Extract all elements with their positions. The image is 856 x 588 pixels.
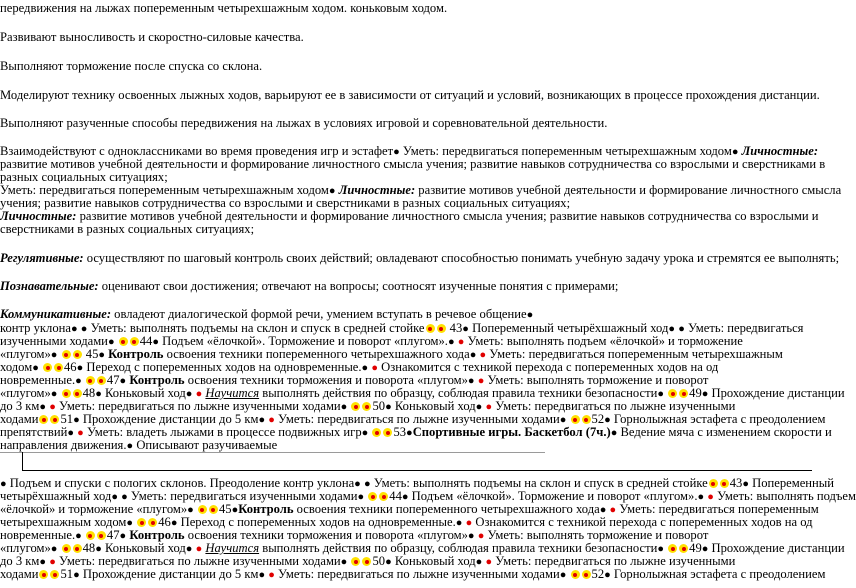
bullet-icon: ● [465, 517, 473, 529]
bullet-icon: ● [455, 517, 463, 529]
marker-icon [50, 570, 59, 579]
bullet-icon: ● [475, 556, 483, 568]
text: Уметь: передвигаться попеременным четырехшажным ходом [0, 183, 329, 197]
text-bold: Контроль [129, 373, 185, 387]
divider [22, 470, 812, 471]
text: Ознакомится с техникой перехода с попеременных ходов на од [378, 360, 719, 374]
text: Уметь: передвигаться изученными ходами [127, 489, 358, 503]
bullet-icon: ● [701, 388, 709, 400]
text: развитие мотивов учебной деятельности и формирование личностного смысла учения; развитие навыков сотрудничества со взрослыми и [76, 209, 819, 223]
text: Подъем «ёлочкой». Торможение и поворот «плугом». [159, 334, 448, 348]
bullet-icon: ● [98, 349, 106, 361]
marker-icon [720, 479, 729, 488]
lesson-number: 43 [729, 476, 743, 490]
bullet-icon: ● [485, 556, 493, 568]
marker-icon [62, 544, 71, 553]
text: «плугом» [0, 347, 51, 361]
bullet-icon: ● [126, 440, 134, 452]
text: освоения техники попеременного четырехшажного хода [293, 502, 600, 516]
text: освоения техники попеременного четырехшажного хода [163, 347, 470, 361]
bullet-icon: ● [76, 362, 84, 374]
bullet-icon: ● [401, 491, 409, 503]
bullet-icon: ● [657, 543, 664, 555]
bullet-icon: ● [152, 336, 159, 348]
lesson-number: 47 [106, 528, 120, 542]
bullet-icon: ● [111, 491, 118, 503]
bullet-icon: ● [95, 388, 102, 400]
marker-icon [362, 402, 371, 411]
bullet-icon: ● [678, 323, 685, 335]
bullet-icon: ● [361, 427, 369, 439]
marker-icon [198, 505, 207, 514]
text-line [0, 567, 826, 582]
text-bold: Контроль [238, 502, 294, 516]
bullet-icon: ● [697, 491, 705, 503]
bullet-icon: ● [77, 427, 84, 439]
bullet-icon: ● [340, 401, 348, 413]
marker-icon [372, 428, 381, 437]
text: выполнять действия по образцу, соблюдая правила техники безопасности [259, 541, 658, 555]
text-underlined: Научится [205, 541, 260, 555]
text: Уметь: передвигаться по лыжне изученными ходами [274, 412, 560, 426]
text: направления движения. [0, 438, 127, 452]
lesson-number: 45 [85, 347, 99, 361]
text: развитие мотивов учебной деятельности и формирование личностного смысла [415, 183, 842, 197]
text: сверстниками в разных социальных ситуациях; [0, 222, 255, 236]
marker-icon [437, 324, 446, 333]
text: четырёхшажный ход [0, 489, 112, 503]
bullet-icon: ● [668, 323, 676, 335]
text: освоения техники торможения и поворота «плугом» [184, 373, 468, 387]
lesson-number: 47 [106, 373, 120, 387]
bullet-icon: ● [268, 569, 275, 581]
bullet-icon: ● [385, 401, 392, 413]
text: четырехшажным ходом [0, 515, 127, 529]
bullet-icon: ● [50, 349, 58, 361]
lesson-number: 44 [139, 334, 153, 348]
text: ходами [0, 412, 39, 426]
label-personal: Личностные: [0, 209, 77, 223]
text: Уметь: передвигаться по лыжне изученными ходами [55, 554, 341, 568]
lesson-number: 46 [158, 515, 171, 529]
lesson-number: 51 [60, 567, 74, 581]
text: «плугом» [0, 386, 51, 400]
bullet-icon: ● [185, 388, 193, 400]
marker-icon [362, 557, 371, 566]
bullet-icon: ● [485, 401, 493, 413]
bullet-icon: ● [70, 323, 78, 335]
bullet-icon: ● [80, 323, 88, 335]
text: новременные. [0, 373, 76, 387]
lesson-number: 52 [591, 412, 605, 426]
text: Уметь: передвигаться по лыжне изученными [492, 554, 736, 568]
text-line [0, 251, 840, 265]
bullet-icon: ● [67, 427, 74, 439]
text: ходом [0, 360, 33, 374]
marker-icon [351, 402, 360, 411]
bullet-icon: ● [604, 414, 611, 426]
bullet-icon: ● [604, 569, 611, 581]
text-line [0, 31, 812, 44]
text: ходами [0, 567, 39, 581]
text: Подъем «ёлочкой». Торможение и поворот «плугом». [408, 489, 698, 503]
text-line [0, 117, 812, 130]
text: Ведение мяча с изменением скорости и [617, 425, 832, 439]
bullet-icon: ● [477, 530, 485, 542]
marker-icon [368, 492, 377, 501]
text: Попеременный [748, 476, 834, 490]
label-personal: Личностные: [741, 144, 819, 158]
bullet-icon: ● [39, 556, 47, 568]
bullet-icon: ● [75, 375, 82, 387]
bullet-icon: ● [95, 543, 102, 555]
text: Прохождение дистанции до 5 км [79, 412, 259, 426]
marker-icon [582, 570, 591, 579]
text-line [0, 223, 812, 236]
divider [22, 452, 23, 470]
text: Уметь: передвигаться по лыжне изученными ходами [274, 567, 560, 581]
bullet-icon: ● [731, 146, 739, 158]
bullet-icon: ● [707, 491, 714, 503]
bullet-icon: ● [75, 530, 82, 542]
bullet-icon: ● [385, 556, 392, 568]
bullet-icon: ● [185, 543, 193, 555]
lesson-number: 51 [60, 412, 74, 426]
text: Уметь: передвигаться попеременным [616, 502, 819, 516]
lesson-number: 45 [218, 502, 232, 516]
text: освоения техники торможения и поворота «плугом» [184, 528, 468, 542]
bullet-icon: ● [526, 309, 534, 321]
marker-icon [73, 350, 82, 359]
text: Коньковый ход [391, 554, 476, 568]
marker-icon [571, 570, 580, 579]
text-bold: Контроль [108, 347, 164, 361]
text: учения; развитие навыков сотрудничества со взрослыми и сверстниками в разных социальных ситуациях; [0, 196, 571, 210]
bullet-icon: ● [447, 336, 455, 348]
bullet-icon: ● [371, 362, 378, 374]
bullet-icon: ● [126, 517, 134, 529]
text: Коньковый ход [101, 541, 186, 555]
marker-icon [209, 505, 218, 514]
bullet-icon: ● [107, 336, 115, 348]
text: Горнолыжная эстафета с преодолением [610, 412, 826, 426]
text: Прохождение дистанции [708, 386, 845, 400]
text: Уметь: выполнять подъемы на склон и спуск в средней стойке [370, 476, 708, 490]
marker-icon [582, 415, 591, 424]
text-line [0, 2, 812, 15]
text: до 3 км [0, 399, 40, 413]
bullet-icon: ● [231, 504, 239, 516]
bullet-icon: ● [50, 543, 58, 555]
marker-icon [73, 389, 82, 398]
text: Переход с попеременных ходов на одновременные. [83, 360, 362, 374]
bullet-icon: ● [73, 569, 80, 581]
bullet-icon: ● [742, 478, 749, 490]
text: Уметь: выполнять подъем «ёлочкой» и торможение [464, 334, 743, 348]
lesson-number: 53 [393, 425, 407, 439]
bullet-icon: ● [121, 491, 128, 503]
bullet-icon: ● [406, 427, 413, 439]
text-bold: Спортивные игры. Баскетбол (7ч.) [412, 425, 611, 439]
text: Уметь: передвигаться [684, 321, 804, 335]
marker-icon [50, 415, 59, 424]
bullet-icon: ● [170, 517, 178, 529]
text: «ёлочкой» и торможение «плугом» [0, 502, 188, 516]
bullet-icon: ● [0, 478, 7, 490]
text: Попеременный четырёхшажный ход [468, 321, 669, 335]
marker-icon [668, 544, 677, 553]
bullet-icon: ● [73, 414, 80, 426]
bullet-icon: ● [462, 323, 469, 335]
bullet-icon: ● [268, 414, 275, 426]
text: Коньковый ход [101, 386, 186, 400]
text: Подъем и спуски с пологих склонов. Преодоление контр уклона [6, 476, 355, 490]
text: Уметь: передвигаться попеременным четырехшажным ходом [399, 144, 732, 158]
bullet-icon: ● [119, 375, 127, 387]
text: Уметь: владеть лыжами в процессе подвижных игр [83, 425, 362, 439]
bullet-icon: ● [258, 569, 266, 581]
bullet-icon: ● [467, 530, 475, 542]
text-line [0, 88, 820, 102]
marker-icon [709, 479, 718, 488]
text: Уметь: передвигаться по лыжне изученными ходами [55, 399, 341, 413]
text: Уметь: выполнять торможение и поворот [484, 528, 709, 542]
text: выполнять действия по образцу, соблюдая правила техники безопасности [259, 386, 658, 400]
bullet-icon: ● [701, 543, 709, 555]
marker-icon [379, 492, 388, 501]
text: Выполняют разученные способы передвижения на лыжах в условиях игровой и соревновательной деятельности. [0, 116, 608, 130]
bullet-icon: ● [469, 349, 477, 361]
text: передвижения на лыжах попеременным четырехшажным ходом. коньковым ходом. [0, 1, 448, 15]
lesson-number: 52 [591, 567, 605, 581]
text: Переход с попеременных ходов на одновременные. [177, 515, 456, 529]
bullet-icon: ● [357, 491, 365, 503]
text: Взаимодействуют с одноклассниками во время проведения игр и эстафет [0, 144, 394, 158]
bullet-icon: ● [457, 336, 465, 348]
bullet-icon: ● [657, 388, 664, 400]
marker-icon [86, 531, 95, 540]
bullet-icon: ● [258, 414, 266, 426]
text: Уметь: передвигаться попеременным четырехшажным [486, 347, 783, 361]
bullet-icon: ● [475, 401, 483, 413]
bullet-icon: ● [599, 504, 607, 516]
marker-icon [130, 337, 139, 346]
text: оценивают свои достижения; отвечают на вопросы; соотносят изученные понятия с примерами; [98, 279, 619, 293]
marker-icon [62, 350, 71, 359]
divider [0, 452, 545, 453]
text: Уметь: выполнять торможение и поворот [484, 373, 709, 387]
text: препятствий [0, 425, 68, 439]
text: Уметь: передвигаться по лыжне изученными [492, 399, 736, 413]
lesson-number: 43 [449, 321, 463, 335]
label-cognitive: Познавательные: [0, 279, 99, 293]
text: развитие мотивов учебной деятельности и формирование личностного смысла учения; развитие навыков сотрудничества со взрослыми и сверстниками в [0, 157, 826, 171]
bullet-icon: ● [340, 556, 348, 568]
marker-icon [43, 363, 52, 372]
text: изученными ходами [0, 334, 108, 348]
bullet-icon: ● [609, 504, 617, 516]
label-communicative: Коммуникативные: [0, 307, 112, 321]
bullet-icon: ● [328, 185, 336, 197]
marker-icon [97, 376, 106, 385]
text-line [0, 60, 812, 73]
text: Прохождение дистанции до 5 км [79, 567, 259, 581]
text: осуществляют по шаговый контроль своих действий; овладевают способностью понимать учебную задачу урока и стремятся ее выполнять; [83, 251, 840, 265]
bullet-icon: ● [354, 478, 361, 490]
text: разных социальных ситуациях; [0, 170, 168, 184]
text: контр уклона [0, 321, 71, 335]
bullet-icon: ● [39, 401, 47, 413]
lesson-number: 49 [689, 541, 702, 555]
marker-icon [426, 324, 435, 333]
text: Горнолыжная эстафета с преодолением [610, 567, 826, 581]
bullet-icon: ● [477, 375, 485, 387]
marker-icon [97, 531, 106, 540]
bullet-icon: ● [119, 530, 127, 542]
marker-icon [571, 415, 580, 424]
bullet-icon: ● [50, 388, 58, 400]
marker-icon [679, 544, 688, 553]
lesson-number: 44 [389, 489, 402, 503]
marker-icon [39, 415, 48, 424]
marker-icon [679, 389, 688, 398]
label-regulatory: Регулятивные: [0, 251, 84, 265]
bullet-icon: ● [195, 543, 203, 555]
text: «плугом» [0, 541, 51, 555]
bullet-icon: ● [610, 427, 618, 439]
text: Выполняют торможение после спуска со склона. [0, 59, 263, 73]
marker-icon [73, 544, 82, 553]
lesson-number: 50 [372, 554, 386, 568]
bullet-icon: ● [195, 388, 203, 400]
text: новременные. [0, 528, 76, 542]
text-underlined: Научится [205, 386, 260, 400]
text: Уметь: выполнять подъемы на склон и спуск в средней стойке [87, 321, 425, 335]
marker-icon [119, 337, 128, 346]
text: Уметь: выполнять подъем [713, 489, 856, 503]
text: Прохождение дистанции [708, 541, 845, 555]
bullet-icon: ● [32, 362, 39, 374]
label-personal: Личностные: [338, 183, 416, 197]
text-bold: Контроль [129, 528, 185, 542]
marker-icon [351, 557, 360, 566]
marker-icon [668, 389, 677, 398]
text: Развивают выносливость и скоростно-силовые качества. [0, 30, 304, 44]
bullet-icon: ● [467, 375, 475, 387]
lesson-number: 49 [689, 386, 702, 400]
marker-icon [383, 428, 392, 437]
lesson-number: 46 [64, 360, 77, 374]
bullet-icon: ● [393, 146, 400, 158]
text: до 3 км [0, 554, 40, 568]
text: овладеют диалогической формой речи, умением вступать в речевое общение [111, 307, 527, 321]
lesson-number: 48 [82, 386, 96, 400]
bullet-icon: ● [559, 569, 567, 581]
bullet-icon: ● [479, 349, 487, 361]
lesson-number: 50 [372, 399, 386, 413]
bullet-icon: ● [559, 414, 567, 426]
bullet-icon: ● [363, 478, 371, 490]
marker-icon [54, 363, 63, 372]
marker-icon [86, 376, 95, 385]
marker-icon [137, 518, 146, 527]
lesson-number: 48 [82, 541, 96, 555]
bullet-icon: ● [49, 401, 56, 413]
marker-icon [148, 518, 157, 527]
bullet-icon: ● [49, 556, 56, 568]
marker-icon [62, 389, 71, 398]
bullet-icon: ● [361, 362, 369, 374]
bullet-icon: ● [187, 504, 194, 516]
text: Описывают разучиваемые [133, 438, 278, 452]
text: Ознакомится с техникой перехода с попеременных ходов на од [472, 515, 813, 529]
marker-icon [39, 570, 48, 579]
text: Моделируют технику освоенных лыжных ходов, варьируют ее в зависимости от ситуаций и условий, возникающих в процессе прохождения дистанции. [0, 88, 820, 102]
text: Коньковый ход [391, 399, 476, 413]
text-line [0, 280, 812, 293]
